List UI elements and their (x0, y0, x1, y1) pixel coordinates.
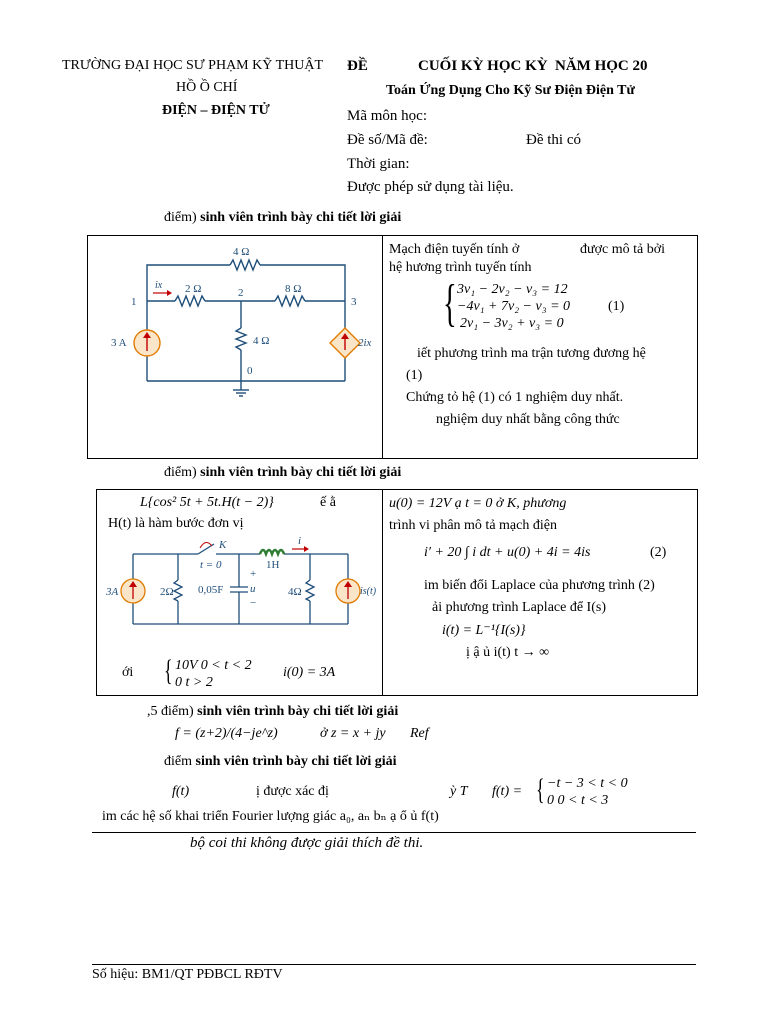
q1-circuit-diagram (105, 238, 375, 403)
q4-line1a: f(t) (172, 784, 190, 799)
q2-brace: { (164, 654, 173, 687)
q1-heading-prefix: điểm) (164, 210, 197, 225)
q2-label-cap: 0,05F (198, 584, 224, 596)
faculty-name: ĐIỆN – ĐIỆN TỬ (162, 103, 270, 118)
q2-label-current: i (298, 535, 302, 547)
time-label: Thời gian: (347, 156, 410, 172)
q1-eq1: 3v₁ − 2v₂ − v₃ = 12 (457, 282, 568, 297)
q2-label-r2: 4Ω (288, 586, 302, 598)
footer-note: bộ coi thi không được giải thích đề thi. (190, 835, 424, 851)
q1-label-src-right: 2ix (358, 337, 372, 349)
q1-label-r-left: 2 Ω (185, 283, 202, 295)
pages-label: Đề thi có (526, 132, 581, 148)
q1-text-line2: hệ hương trình tuyến tính (389, 260, 532, 275)
q1-task-a: iết phương trình ma trận tương đương hệ (417, 346, 646, 361)
q2-ode-tag: (2) (650, 545, 667, 560)
q2-label-plus: + (250, 568, 257, 580)
q2-heading-prefix: điểm) (164, 465, 197, 480)
q3-heading (147, 704, 398, 720)
q4-line1b: ị được xác đị (256, 784, 329, 799)
q2-circuit-diagram (98, 532, 380, 632)
q2-heading-text: sinh viên trình bày chi tiết lời giải (200, 465, 402, 480)
exam-title: CUỐI KỲ HỌC KỲ (418, 58, 548, 74)
q3-heading-prefix: ,5 điểm) (147, 704, 194, 719)
q1-label-node1: 1 (131, 296, 137, 308)
q1-eq2: −4v₁ + 7v₂ − v₃ = 0 (457, 299, 571, 314)
q2-is-def-line2: 0 t > 2 (175, 675, 213, 690)
q2-left-line1: L{cos² 5t + 5t.H(t − 2)} (140, 495, 274, 510)
q2-init: i(0) = 3A (283, 665, 336, 680)
q4-heading-prefix: điểm (164, 754, 192, 769)
q4-line1d: f(t) = (492, 784, 523, 799)
footer-separator (92, 964, 696, 965)
materials-note: Được phép sử dụng tài liệu. (347, 179, 514, 195)
q1-divider (382, 235, 383, 458)
q1-label-src-left: 3 A (111, 337, 127, 349)
q1-heading-text: sinh viên trình bày chi tiết lời giải (200, 210, 402, 225)
q2-label-minus: − (250, 597, 257, 609)
q1-task-b: Chứng tỏ hệ (1) có 1 nghiệm duy nhất. (406, 390, 624, 405)
q4-piece1: −t − 3 < t < 0 (547, 776, 628, 791)
school-city: HỒ Ồ CHÍ (176, 80, 238, 95)
q2-left-line1b: ế ằ (320, 495, 336, 510)
q2-label-t0: t = 0 (200, 559, 222, 571)
q1-brace: { (443, 275, 457, 332)
q2-heading (164, 465, 401, 481)
q2-divider (382, 489, 383, 695)
q4-heading (164, 754, 397, 770)
q1-label-r-top: 4 Ω (233, 246, 250, 258)
q2-task-b: ải phương trình Laplace để I(s) (432, 600, 606, 615)
q3-heading-text: sinh viên trình bày chi tiết lời giải (197, 704, 399, 719)
q1-task-c: nghiệm duy nhất bằng công thức (436, 412, 620, 427)
q2-right-line1: u(0) = 12V ạ t = 0 ở K, phương (389, 496, 567, 511)
school-year: NĂM HỌC 20 (555, 58, 648, 74)
q2-label-r1: 2Ω (160, 586, 174, 598)
q2-task-a: im biến đổi Laplace của phương trình (2) (424, 578, 655, 593)
q2-label-inductor: 1H (266, 559, 280, 571)
q1-task-a2: (1) (406, 368, 423, 383)
q3-ref: Ref (410, 726, 429, 741)
footer-code: Số hiệu: BM1/QT PĐBCL RĐTV (92, 967, 283, 982)
exam-number-label: Đề số/Mã đề: (347, 132, 428, 148)
q4-piece2: 0 0 < t < 3 (547, 793, 609, 808)
q2-inverse: i(t) = L⁻¹{I(s)} (442, 623, 526, 638)
q1-label-node0: 0 (247, 365, 253, 377)
subject-name: Toán Ứng Dụng Cho Kỹ Sư Điện Điện Tử (386, 83, 635, 98)
q2-label-src-right: is(t) (360, 586, 377, 597)
q1-heading (164, 210, 401, 226)
q3-formula: f = (z+2)/(4−je^z) (175, 726, 278, 741)
q1-label-r-mid: 4 Ω (253, 335, 270, 347)
q1-label-current: ix (155, 280, 163, 291)
q2-left-line2: H(t) là hàm bước đơn vị (108, 516, 244, 531)
q4-line2: im các hệ số khai triển Fourier lượng giác a₀, aₙ bₙ ạ ổ ủ f(t) (102, 809, 439, 824)
q2-label-switch: K (219, 539, 227, 551)
q2-label-src-left: 3A (106, 586, 119, 598)
q1-text-line1b: được mô tả bởi (580, 242, 665, 257)
q3-where: ở z = x + jy (320, 726, 386, 741)
q1-label-node3: 3 (351, 296, 357, 308)
q4-heading-text: sinh viên trình bày chi tiết lời giải (195, 754, 397, 769)
course-code-label: Mã môn học: (347, 108, 427, 124)
q1-label-node2: 2 (238, 287, 244, 299)
q1-eq3: 2v₁ − 3v₂ + v₃ = 0 (460, 316, 564, 331)
q4-line1c: ỳ T (450, 784, 468, 799)
q2-label-u: u (250, 583, 256, 595)
q2-is-def-line1: 10V 0 < t < 2 (175, 658, 252, 673)
exam-word: ĐỀ (347, 58, 368, 74)
q1-text-line1: Mạch điện tuyến tính ở (389, 242, 520, 257)
bottom-separator (92, 832, 696, 833)
q1-label-r-right: 8 Ω (285, 283, 302, 295)
q1-eq-tag: (1) (608, 299, 625, 314)
q2-bottom-prefix: ới (122, 665, 134, 680)
q2-task-c: ị ậ ủ i(t) t → ∞ (466, 645, 550, 660)
q2-ode: i′ + 20 ∫ i dt + u(0) + 4i = 4is (424, 545, 591, 560)
q4-brace: { (536, 773, 545, 806)
school-name: TRƯỜNG ĐẠI HỌC SƯ PHẠM KỸ THUẬT (62, 58, 324, 73)
q2-right-line2: trình vi phân mô tả mạch điện (389, 518, 557, 533)
